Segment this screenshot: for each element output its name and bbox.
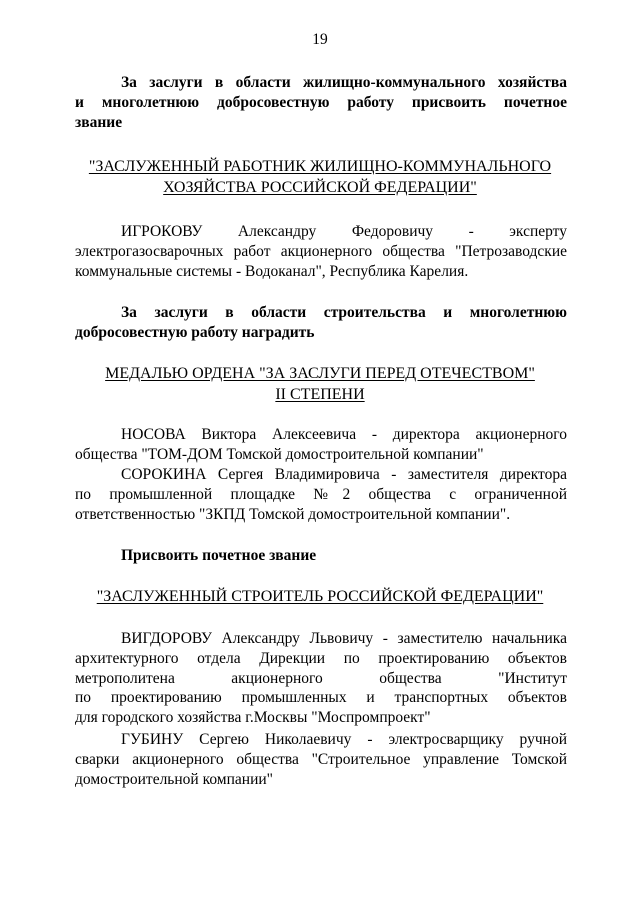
section2-awardee-sorokin [75,465,567,524]
section1-awardee-igrokov [75,222,567,281]
intro-line: и многолетнюю добросовестную работу присвоить почетное [75,93,567,111]
section3-intro [75,546,567,566]
intro-line: За заслуги в области жилищно-коммунального хозяйства [121,74,567,91]
awardee-line: коммунальные системы - Водоканал", Республика Карелия. [75,262,469,280]
awardee-line: ГУБИНУ Сергею Николаевичу - электросварщику ручной [121,731,567,748]
awardee-line: СОРОКИНА Сергея Владимировича - заместителя директора [121,466,567,483]
awardee-line: ответственностью "ЗКПД Томской домостроительной компании". [75,505,511,523]
section1-intro [75,73,567,132]
awardee-line: ИГРОКОВУ Александру Федоровичу - эксперту [121,223,567,240]
awardee-line: по промышленной площадке №2 общества с ограниченной [75,485,567,503]
section1-title [70,157,570,198]
section2-awardee-nosov [75,425,567,465]
intro-line: звание [75,113,123,131]
page-number: 19 [312,31,328,48]
title-line: "ЗАСЛУЖЕННЫЙ СТРОИТЕЛЬ РОССИЙСКОЙ ФЕДЕРАЦИИ" [96,588,544,605]
section3-awardee-gubin [75,730,567,789]
awardee-line: сварки акционерного общества "Строительное управление Томской [75,750,567,768]
section3-awardee-vigdorov [75,629,567,728]
section3-title [70,587,570,608]
intro-line: добросовестную работу наградить [75,323,315,341]
section2-title [70,364,570,405]
awardee-line: НОСОВА Виктора Алексеевича - директора акционерного [121,426,567,443]
title-line: МЕДАЛЬЮ ОРДЕНА "ЗА ЗАСЛУГИ ПЕРЕД ОТЕЧЕСТВОМ" [105,365,535,382]
title-line: "ЗАСЛУЖЕННЫЙ РАБОТНИК ЖИЛИЩНО-КОММУНАЛЬНОГО [88,158,552,175]
title-line: II СТЕПЕНИ [275,385,365,403]
awardee-line: ВИГДОРОВУ Александру Львовичу - заместителю начальника [121,630,567,647]
awardee-line: архитектурного отдела Дирекции по проектированию объектов [75,649,567,667]
awardee-line: по проектированию промышленных и транспортных объектов [75,689,567,707]
title-line: ХОЗЯЙСТВА РОССИЙСКОЙ ФЕДЕРАЦИИ" [163,178,477,196]
intro-line: Присвоить почетное звание [121,547,317,564]
intro-line: За заслуги в области строительства и многолетнюю [121,304,567,321]
awardee-line: электрогазосварочных работ акционерного общества "Петрозаводские [75,242,567,260]
awardee-line: метрополитена акционерного общества "Институт [75,669,567,687]
awardee-line: общества "ТОМ-ДОМ Томской домостроительной компании" [75,445,484,463]
awardee-line: домостроительной компании" [75,770,273,788]
section2-intro [75,303,567,343]
awardee-line: для городского хозяйства г.Москвы "Моспромпроект" [75,709,431,727]
